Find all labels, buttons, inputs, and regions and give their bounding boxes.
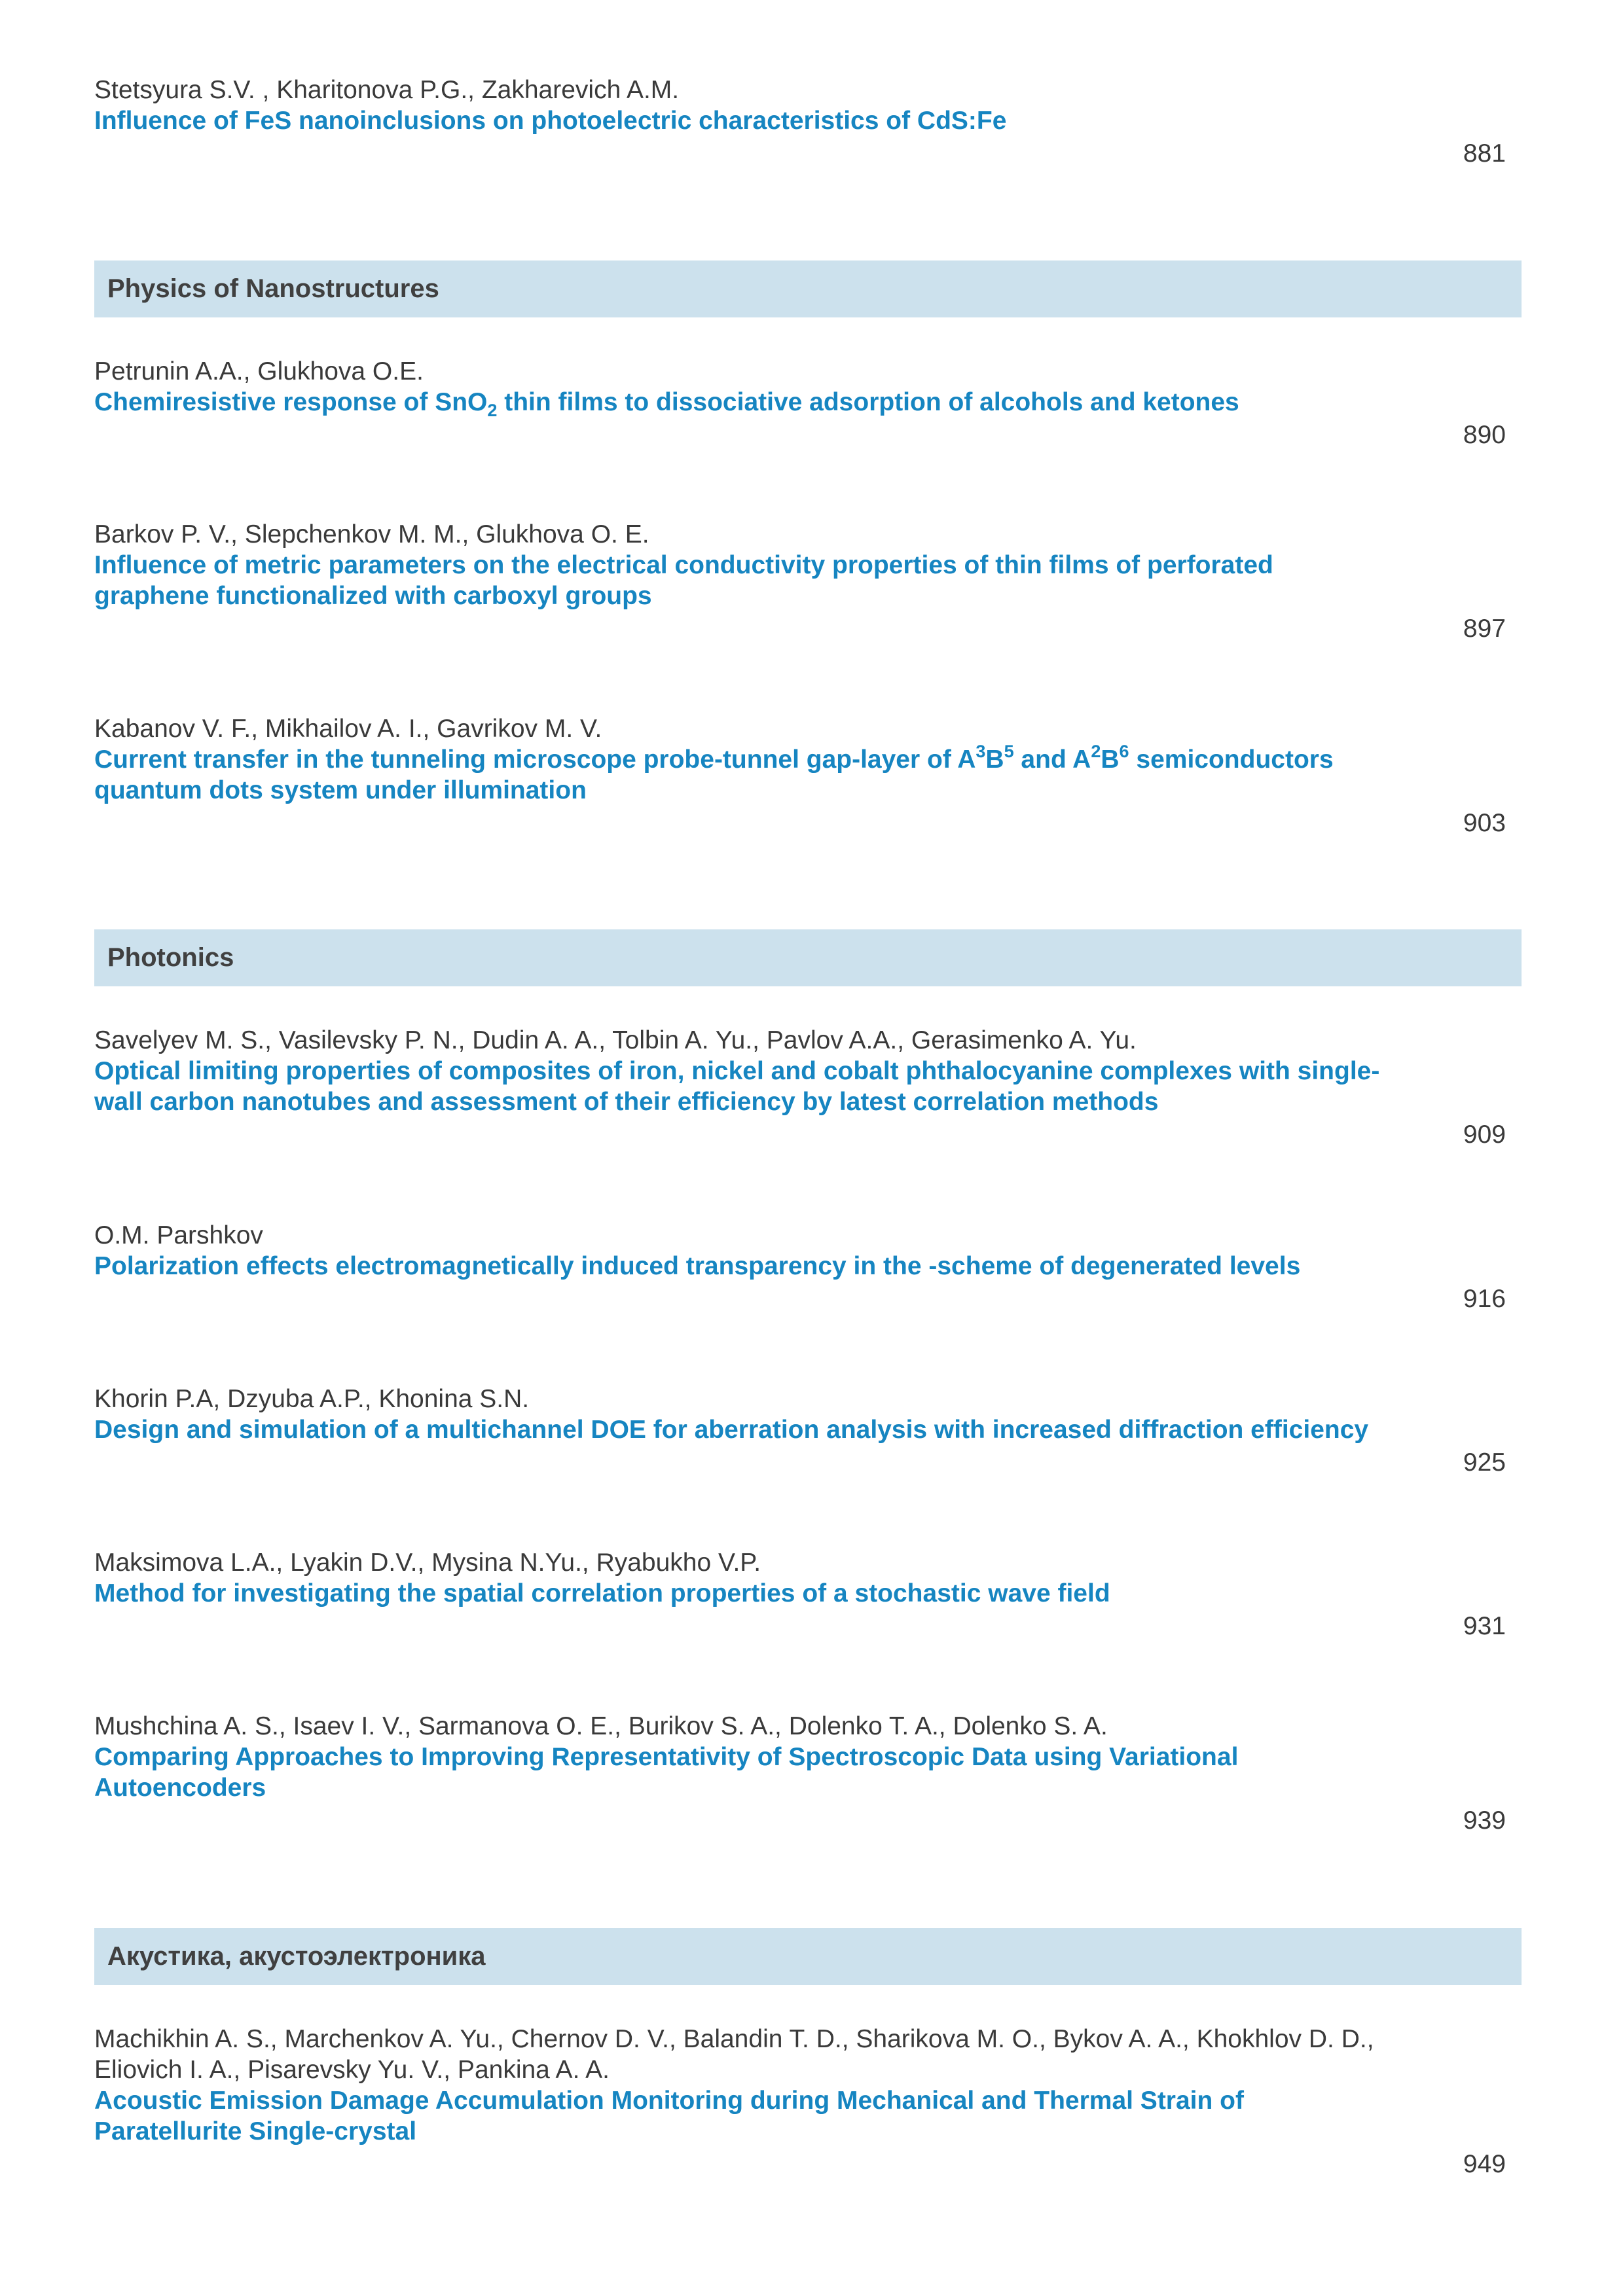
entry-title-line-1: Acoustic Emission Damage Accumulation Monitoring during Mechanical and Thermal Strain of [94, 2087, 1244, 2115]
entry-authors: Savelyev M. S., Vasilevsky P. N., Dudin A. A., Tolbin A. Yu., Pavlov A.A., Gerasimenko A. Yu. [94, 1026, 1137, 1054]
entry-authors: Maksimova L.A., Lyakin D.V., Mysina N.Yu., Ryabukho V.P. [94, 1549, 761, 1577]
entry-authors: Petrunin A.A., Glukhova O.E. [94, 357, 424, 386]
entry-page-number: 925 [1463, 1448, 1506, 1477]
entry-title [94, 387, 1535, 418]
entry-title: Influence of FeS nanoinclusions on photoelectric characteristics of CdS:Fe [94, 107, 1007, 135]
entry-title: Design and simulation of a multichannel DOE for aberration analysis with increased diffraction efficiency [94, 1416, 1369, 1444]
title-superscript: 5 [1004, 742, 1014, 761]
entry-page-number: 890 [1463, 421, 1506, 449]
entry-page-number: 903 [1463, 809, 1506, 837]
entry-authors: O.M. Parshkov [94, 1221, 263, 1249]
entry-title-line-2: wall carbon nanotubes and assessment of their efficiency by latest correlation methods [94, 1088, 1159, 1116]
section-title: Physics of Nanostructures [107, 274, 439, 303]
title-superscript: 6 [1119, 742, 1129, 761]
title-text: thin films to dissociative adsorption of alcohols and ketones [497, 388, 1239, 416]
title-text: Chemiresistive response of SnO [94, 388, 488, 416]
section-header [94, 1928, 1522, 1985]
entry-authors: Kabanov V. F., Mikhailov A. I., Gavrikov M. V. [94, 715, 602, 743]
section-title: Акустика, акустоэлектроника [107, 1942, 486, 1971]
entry-title-line-1: Influence of metric parameters on the electrical conductivity properties of thin films of perforated [94, 551, 1273, 579]
title-text: B [1101, 745, 1120, 774]
entry-authors-line-1: Machikhin A. S., Marchenkov A. Yu., Chernov D. V., Balandin T. D., Sharikova M. O., Bykov A. A., Khokhlov D. D., [94, 2025, 1374, 2053]
entry-authors: Khorin P.A, Dzyuba A.P., Khonina S.N. [94, 1385, 530, 1413]
entry-title-line-2: quantum dots system under illumination [94, 776, 587, 804]
entry-title-line-1: Comparing Approaches to Improving Representativity of Spectroscopic Data using Variational [94, 1743, 1239, 1771]
entry-title-line-2: Autoencoders [94, 1774, 266, 1802]
title-superscript: 2 [1091, 742, 1101, 761]
entry-page-number: 939 [1463, 1806, 1506, 1835]
section-header [94, 260, 1522, 317]
entry-authors-line-2: Eliovich I. A., Pisarevsky Yu. V., Pankina A. A. [94, 2056, 610, 2084]
title-superscript: 3 [976, 742, 986, 761]
entry-page-number: 931 [1463, 1612, 1506, 1640]
entry-authors: Mushchina A. S., Isaev I. V., Sarmanova O. E., Burikov S. A., Dolenko T. A., Dolenko S. A. [94, 1712, 1108, 1740]
title-text: B [985, 745, 1004, 774]
title-text: semiconductors [1129, 745, 1334, 774]
entry-authors: Stetsyura S.V. , Kharitonova P.G., Zakharevich A.M. [94, 76, 680, 104]
section-title: Photonics [107, 943, 234, 972]
title-text: and A [1013, 745, 1091, 774]
entry-title: Method for investigating the spatial correlation properties of a stochastic wave field [94, 1579, 1110, 1607]
title-text: Current transfer in the tunneling microscope probe-tunnel gap-layer of A [94, 745, 976, 774]
entry-title: Polarization effects electromagnetically induced transparency in the -scheme of degenerated levels [94, 1252, 1301, 1280]
entry-page-number: 916 [1463, 1285, 1506, 1313]
entry-page-number: 897 [1463, 615, 1506, 643]
entry-page-number: 949 [1463, 2150, 1506, 2178]
entry-title-line-1: Optical limiting properties of composites of iron, nickel and cobalt phthalocyanine complexes with single- [94, 1057, 1380, 1085]
section-header [94, 929, 1522, 986]
entry-authors: Barkov P. V., Slepchenkov M. M., Glukhova O. E. [94, 520, 649, 548]
entry-page-number: 881 [1463, 139, 1506, 168]
entry-title-line-2: Paratellurite Single-crystal [94, 2117, 417, 2145]
title-subscript: 2 [487, 401, 498, 420]
entry-title-line-2: graphene functionalized with carboxyl groups [94, 582, 652, 610]
entry-page-number: 909 [1463, 1121, 1506, 1149]
entry-title-line-1 [94, 744, 1535, 775]
